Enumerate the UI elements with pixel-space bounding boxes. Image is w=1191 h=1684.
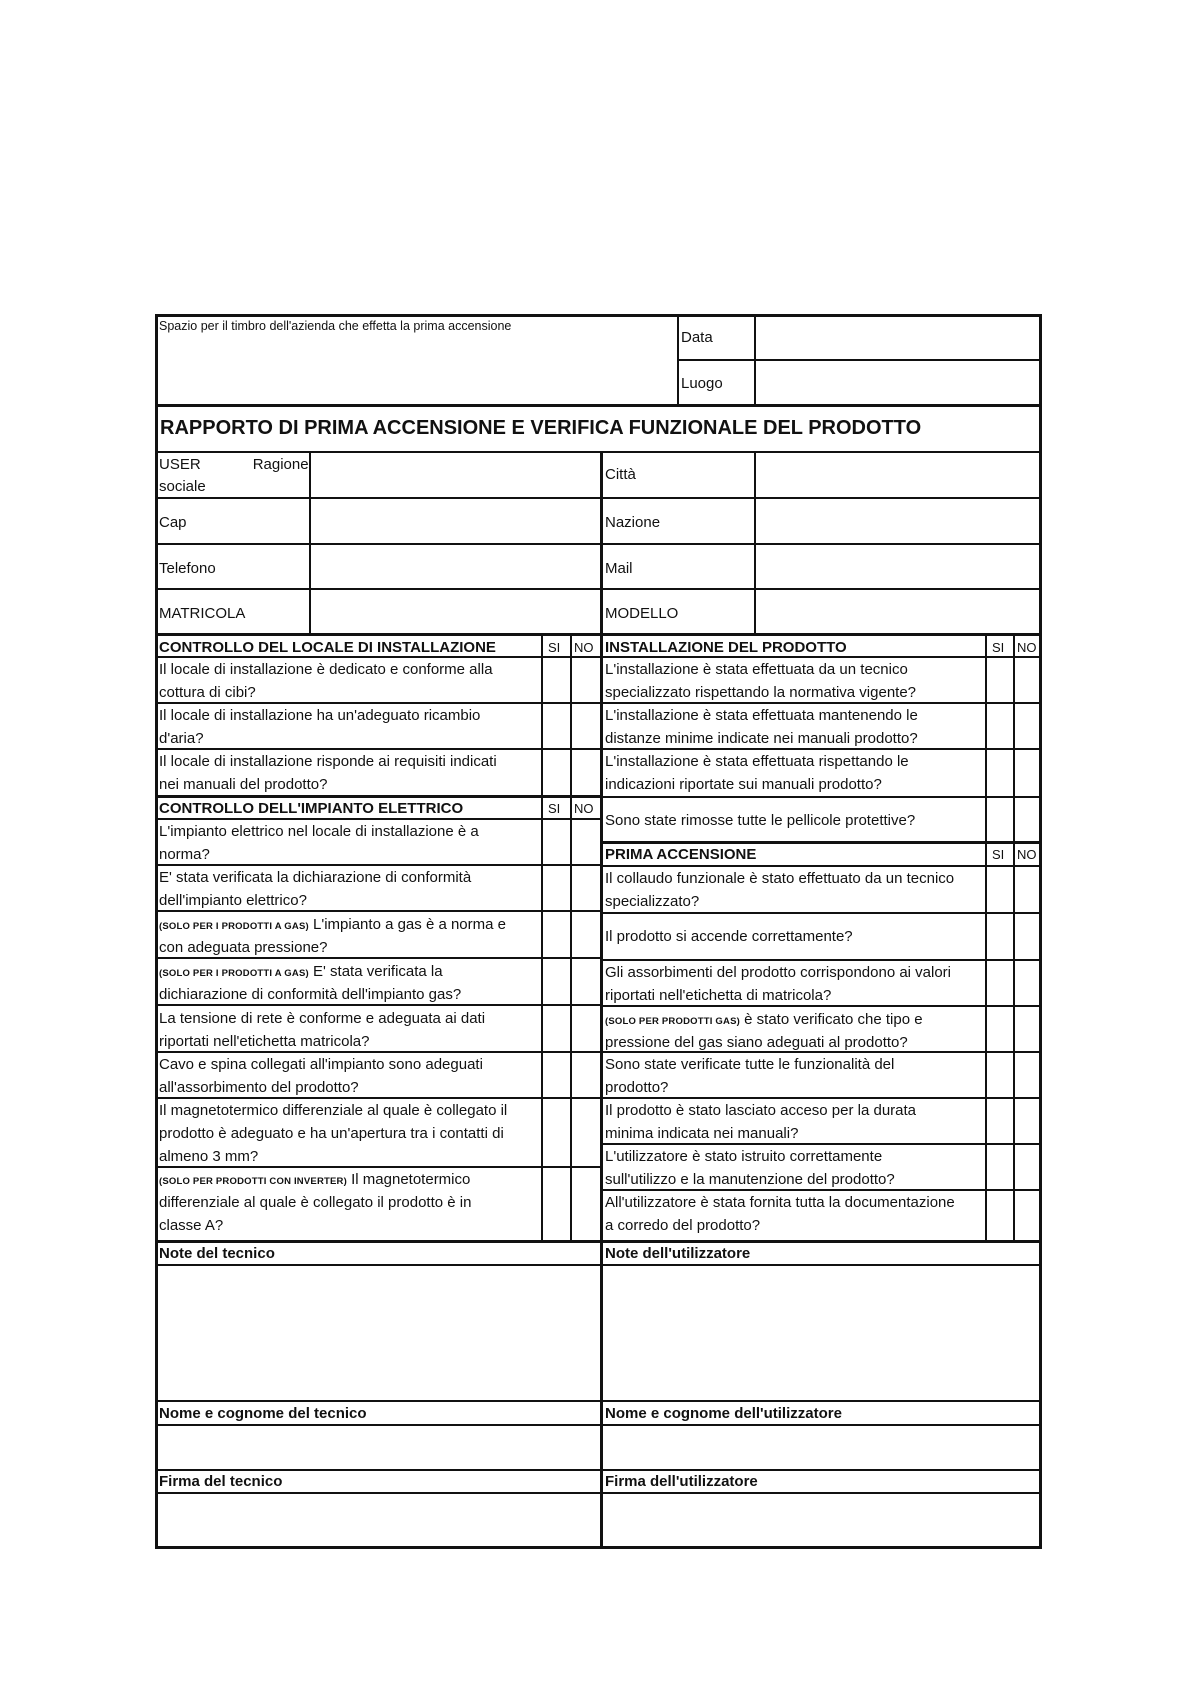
electrical-item-text: prodotto è adeguato e ha un'apertura tra i contatti di xyxy=(159,1125,504,1142)
divider xyxy=(754,451,756,635)
divider xyxy=(155,497,1042,499)
no-checkbox[interactable] xyxy=(572,959,600,1004)
cap-field[interactable] xyxy=(312,500,599,542)
model-field[interactable] xyxy=(757,591,1038,632)
no-checkbox[interactable] xyxy=(572,1168,600,1240)
phone-field[interactable] xyxy=(312,546,599,587)
serial-field[interactable] xyxy=(312,591,599,632)
tech-signature-label: Firma del tecnico xyxy=(159,1473,283,1490)
no-checkbox[interactable] xyxy=(1015,798,1039,841)
no-checkbox[interactable] xyxy=(1015,961,1039,1005)
no-header: NO xyxy=(574,801,594,816)
electrical-item-text: (SOLO PER I PRODOTTI A GAS) L'impianto a gas è a norma e xyxy=(159,916,506,933)
no-header: NO xyxy=(574,640,594,655)
electrical-item-text: dell'impianto elettrico? xyxy=(159,892,307,909)
divider xyxy=(600,796,1042,798)
model-label: MODELLO xyxy=(605,605,679,622)
installation-item-text: distanze minime indicate nei manuali prodotto? xyxy=(605,730,918,747)
no-checkbox[interactable] xyxy=(572,1053,600,1097)
no-checkbox[interactable] xyxy=(1015,704,1039,748)
no-checkbox[interactable] xyxy=(572,750,600,795)
first-start-item-text: a corredo del prodotto? xyxy=(605,1217,761,1234)
yes-header: SI xyxy=(548,640,561,655)
tech-notes-field[interactable] xyxy=(158,1266,600,1400)
user-signature-label: Firma dell'utilizzatore xyxy=(605,1473,758,1490)
yes-checkbox[interactable] xyxy=(987,658,1013,702)
electrical-item-text: differenziale al quale è collegato il prodotto è in xyxy=(159,1194,472,1211)
no-checkbox[interactable] xyxy=(572,704,600,748)
no-checkbox[interactable] xyxy=(572,912,600,957)
electrical-item-text: almeno 3 mm? xyxy=(159,1148,259,1165)
yes-checkbox[interactable] xyxy=(987,867,1013,912)
yes-header: SI xyxy=(992,640,1005,655)
electrical-item-text: (SOLO PER I PRODOTTI A GAS) E' stata verificata la xyxy=(159,963,443,980)
installation-item-text: L'installazione è stata effettuata rispettando le xyxy=(605,753,909,770)
tech-name-label: Nome e cognome del tecnico xyxy=(159,1405,367,1422)
no-checkbox[interactable] xyxy=(572,1099,600,1166)
company-label: USER Ragione xyxy=(159,456,309,473)
tech-notes-label: Note del tecnico xyxy=(159,1245,275,1262)
installation-heading: INSTALLAZIONE DEL PRODOTTO xyxy=(605,639,847,656)
no-checkbox[interactable] xyxy=(1015,750,1039,796)
installation-item-text: Sono state rimosse tutte le pellicole protettive? xyxy=(605,812,916,829)
first-start-item-text: L'utilizzatore è stato istruito correttamente xyxy=(605,1148,883,1165)
no-header: NO xyxy=(1017,847,1037,862)
no-checkbox[interactable] xyxy=(572,658,600,702)
tech-signature-field[interactable] xyxy=(158,1494,600,1546)
country-label: Nazione xyxy=(605,514,661,531)
first-start-item-text: specializzato? xyxy=(605,893,700,910)
city-label: Città xyxy=(605,466,636,483)
city-field[interactable] xyxy=(757,454,1038,496)
tech-name-field[interactable] xyxy=(158,1426,600,1469)
yes-checkbox[interactable] xyxy=(543,1099,570,1166)
divider xyxy=(677,359,1042,361)
no-checkbox[interactable] xyxy=(572,866,600,910)
room-check-item-text: cottura di cibi? xyxy=(159,684,256,701)
divider xyxy=(309,451,311,635)
no-checkbox[interactable] xyxy=(1015,1099,1039,1143)
first-start-item-text: Il prodotto si accende correttamente? xyxy=(605,928,853,945)
yes-checkbox[interactable] xyxy=(987,1145,1013,1189)
room-check-heading: CONTROLLO DEL LOCALE DI INSTALLAZIONE xyxy=(159,639,496,656)
electrical-item-text: riportati nell'etichetta matricola? xyxy=(159,1033,370,1050)
no-checkbox[interactable] xyxy=(1015,867,1039,912)
electrical-item-text: Cavo e spina collegati all'impianto sono adeguati xyxy=(159,1056,483,1073)
first-start-item-text: minima indicata nei manuali? xyxy=(605,1125,799,1142)
first-start-item-text: All'utilizzatore è stata fornita tutta la documentazione xyxy=(605,1194,955,1211)
installation-item-text: specializzato rispettando la normativa vigente? xyxy=(605,684,917,701)
installation-item-text: indicazioni riportate sui manuali prodotto? xyxy=(605,776,882,793)
electrical-item-text: E' stata verificata la dichiarazione di conformità xyxy=(159,869,472,886)
date-field[interactable] xyxy=(757,317,1038,358)
yes-checkbox[interactable] xyxy=(987,1053,1013,1097)
no-checkbox[interactable] xyxy=(1015,1191,1039,1240)
yes-checkbox[interactable] xyxy=(987,704,1013,748)
company-label-line2: sociale xyxy=(159,478,206,495)
first-start-item-text: (SOLO PER PRODOTTI GAS) è stato verificato che tipo e xyxy=(605,1011,923,1028)
first-start-item-text: Gli assorbimenti del prodotto corrispondono ai valori xyxy=(605,964,952,981)
yes-checkbox[interactable] xyxy=(543,1168,570,1240)
yes-checkbox[interactable] xyxy=(543,658,570,702)
first-start-item-text: Il collaudo funzionale è stato effettuato da un tecnico xyxy=(605,870,955,887)
divider xyxy=(155,543,1042,545)
country-field[interactable] xyxy=(757,500,1038,542)
first-start-item-text: Il prodotto è stato lasciato acceso per la durata xyxy=(605,1102,917,1119)
divider xyxy=(155,1240,1042,1243)
yes-checkbox[interactable] xyxy=(543,1053,570,1097)
electrical-item-text: dichiarazione di conformità dell'impianto gas? xyxy=(159,986,462,1003)
room-check-item-text: Il locale di installazione è dedicato e conforme alla xyxy=(159,661,493,678)
mail-label: Mail xyxy=(605,560,633,577)
cap-label: Cap xyxy=(159,514,187,531)
user-name-field[interactable] xyxy=(603,1426,1039,1469)
yes-checkbox[interactable] xyxy=(987,750,1013,796)
place-field[interactable] xyxy=(757,362,1038,403)
room-check-item-text: Il locale di installazione risponde ai requisiti indicati xyxy=(159,753,497,770)
electrical-item-text: all'assorbimento del prodotto? xyxy=(159,1079,359,1096)
yes-checkbox[interactable] xyxy=(543,704,570,748)
serial-label: MATRICOLA xyxy=(159,605,246,622)
first-start-item-text: sull'utilizzo e la manutenzione del prodotto? xyxy=(605,1171,895,1188)
page-title: RAPPORTO DI PRIMA ACCENSIONE E VERIFICA FUNZIONALE DEL PRODOTTO xyxy=(160,417,922,439)
electrical-item-text: classe A? xyxy=(159,1217,224,1234)
installation-item-text: L'installazione è stata effettuata mantenendo le xyxy=(605,707,918,724)
yes-header: SI xyxy=(992,847,1005,862)
room-check-item-text: Il locale di installazione ha un'adeguato ricambio xyxy=(159,707,481,724)
yes-checkbox[interactable] xyxy=(987,798,1013,841)
divider xyxy=(155,588,1042,590)
no-checkbox[interactable] xyxy=(1015,1053,1039,1097)
mail-field[interactable] xyxy=(757,546,1038,587)
first-start-item-text: Sono state verificate tutte le funzionalità del xyxy=(605,1056,895,1073)
first-start-heading: PRIMA ACCENSIONE xyxy=(605,846,757,863)
yes-checkbox[interactable] xyxy=(987,961,1013,1005)
no-checkbox[interactable] xyxy=(572,1006,600,1051)
user-notes-label: Note dell'utilizzatore xyxy=(605,1245,751,1262)
place-label: Luogo xyxy=(681,375,723,392)
yes-checkbox[interactable] xyxy=(543,866,570,910)
electrical-item-text: Il magnetotermico differenziale al quale è collegato il xyxy=(159,1102,508,1119)
no-header: NO xyxy=(1017,640,1037,655)
electrical-check-heading: CONTROLLO DELL'IMPIANTO ELETTRICO xyxy=(159,800,464,817)
no-checkbox[interactable] xyxy=(1015,658,1039,702)
no-checkbox[interactable] xyxy=(1015,1007,1039,1051)
room-check-item-text: nei manuali del prodotto? xyxy=(159,776,328,793)
stamp-area[interactable] xyxy=(158,338,676,403)
yes-checkbox[interactable] xyxy=(543,1006,570,1051)
yes-checkbox[interactable] xyxy=(987,1099,1013,1143)
no-checkbox[interactable] xyxy=(1015,1145,1039,1189)
no-checkbox[interactable] xyxy=(1015,914,1039,959)
divider xyxy=(155,404,1042,407)
yes-header: SI xyxy=(548,801,561,816)
first-start-item-text: prodotto? xyxy=(605,1079,669,1096)
room-check-item-text: d'aria? xyxy=(159,730,204,747)
electrical-item-text: con adeguata pressione? xyxy=(159,939,328,956)
no-checkbox[interactable] xyxy=(572,820,600,864)
yes-checkbox[interactable] xyxy=(543,912,570,957)
first-start-item-text: riportati nell'etichetta di matricola? xyxy=(605,987,832,1004)
electrical-item-text: L'impianto elettrico nel locale di installazione è a xyxy=(159,823,479,840)
electrical-item-text: (SOLO PER PRODOTTI CON INVERTER) Il magnetotermico xyxy=(159,1171,471,1188)
stamp-space-label: Spazio per il timbro dell'azienda che effetta la prima accensione xyxy=(159,319,512,333)
yes-checkbox[interactable] xyxy=(987,1007,1013,1051)
yes-checkbox[interactable] xyxy=(543,750,570,795)
yes-checkbox[interactable] xyxy=(987,1191,1013,1240)
company-field[interactable] xyxy=(312,454,599,496)
yes-checkbox[interactable] xyxy=(543,820,570,864)
first-start-item-text: pressione del gas siano adeguati al prodotto? xyxy=(605,1034,908,1051)
electrical-item-text: norma? xyxy=(159,846,210,863)
date-label: Data xyxy=(681,329,713,346)
electrical-item-text: La tensione di rete è conforme e adeguata ai dati xyxy=(159,1010,486,1027)
yes-checkbox[interactable] xyxy=(543,959,570,1004)
user-name-label: Nome e cognome dell'utilizzatore xyxy=(605,1405,842,1422)
divider xyxy=(155,1469,1042,1471)
installation-item-text: L'installazione è stata effettuata da un tecnico xyxy=(605,661,908,678)
phone-label: Telefono xyxy=(159,560,216,577)
user-signature-field[interactable] xyxy=(603,1494,1039,1546)
user-notes-field[interactable] xyxy=(603,1266,1039,1400)
yes-checkbox[interactable] xyxy=(987,914,1013,959)
